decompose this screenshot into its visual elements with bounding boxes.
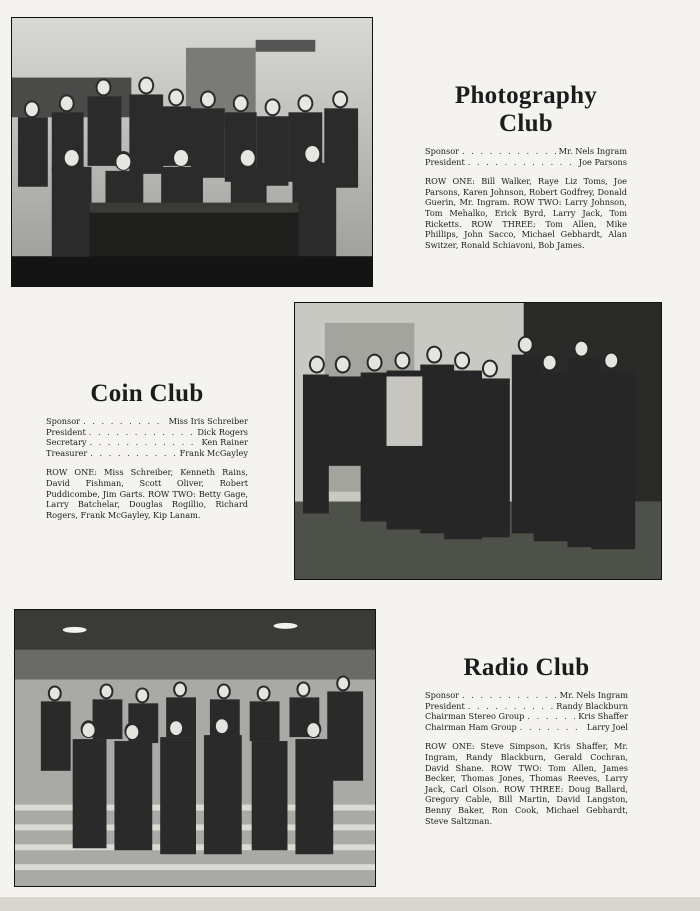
radio-club-photo [14,609,376,887]
officer-chairman-ham [425,722,628,733]
officer-name: Ken Rainer [201,437,248,448]
photography-club-roster: ROW ONE: Bill Walker, Raye Liz Toms, Joe Parsons, Karen Johnson, Robert Godfrey, Donald Guerin, Mr. Ingram. ROW TWO: Larry Johnson, Tom Mehalko, Erick Byrd, Larry Jack, Tom Ricketts. ROW THREE: Tom Allen, Mike Phillips, John Sacco, Michael Gebhardt, Alan Switzer, Ronald Schiavoni, Bob James. [425,176,627,250]
officer-sponsor [46,416,248,427]
officer-president [425,157,627,168]
radio-club-section [425,654,628,826]
photography-club-section [425,82,627,250]
officer-role: President [425,700,465,711]
photography-club-photo [11,17,373,287]
radio-club-roster: ROW ONE: Steve Simpson, Kris Shaffer, Mr. Ingram, Randy Blackburn, Gerald Cochran, David Shane. ROW TWO: Tom Allen, James Becker, Thomas Jones, Thomas Reeves, Larry Jack, Carl Olson. ROW THREE: Doug Ballard, Gregory Cable, Bill Martin, David Langston, Benny Baker, Ron Cook, Michael Gebhardt, Steve Saltzman. [425,741,628,826]
coin-club-roster: ROW ONE: Miss Schreiber, Kenneth Rains, David Fishman, Scott Oliver, Robert Puddicombe, Jim Garts. ROW TWO: Betty Gage, Larry Batchelar, Douglas Rogillio, Richard Rogers, Frank McGayley, Kip Lanam. [46,467,248,520]
officer-name: Randy Blackburn [556,700,628,711]
officer-chairman-stereo [425,711,628,722]
officer-sponsor [425,146,627,157]
coin-club-title: Coin Club [90,380,204,407]
officer-role: Secretary [46,437,87,448]
officer-name: Larry Joel [586,721,628,732]
officer-name: Mr. Nels Ingram [559,690,628,700]
officer-president [425,701,628,712]
officer-treasurer [46,448,248,459]
officer-role: Sponsor [425,690,460,700]
page-bottom-edge [0,897,700,911]
officer-sponsor [425,690,628,701]
officer-name: Miss Iris Schreiber [168,416,248,426]
officer-role: Chairman Stereo Group [425,711,525,722]
officer-name: Mr. Nels Ingram [558,146,627,156]
photography-club-title: Photography Club [454,82,598,137]
radio-club-title: Radio Club [463,654,590,681]
officer-role: Chairman Ham Group [425,721,517,732]
officer-role: Treasurer [46,447,88,458]
officer-name: Kris Shaffer [578,711,628,722]
officer-name: Joe Parsons [578,156,627,167]
officer-role: President [425,156,465,167]
officer-name: Dick Rogers [197,426,248,437]
officer-name: Frank McGayley [179,447,248,458]
coin-club-section [46,380,248,520]
officer-president [46,427,248,438]
officer-role: Sponsor [425,146,460,156]
officer-secretary [46,437,248,448]
coin-club-photo [294,302,662,580]
officer-role: Sponsor [46,416,81,426]
officer-role: President [46,426,86,437]
